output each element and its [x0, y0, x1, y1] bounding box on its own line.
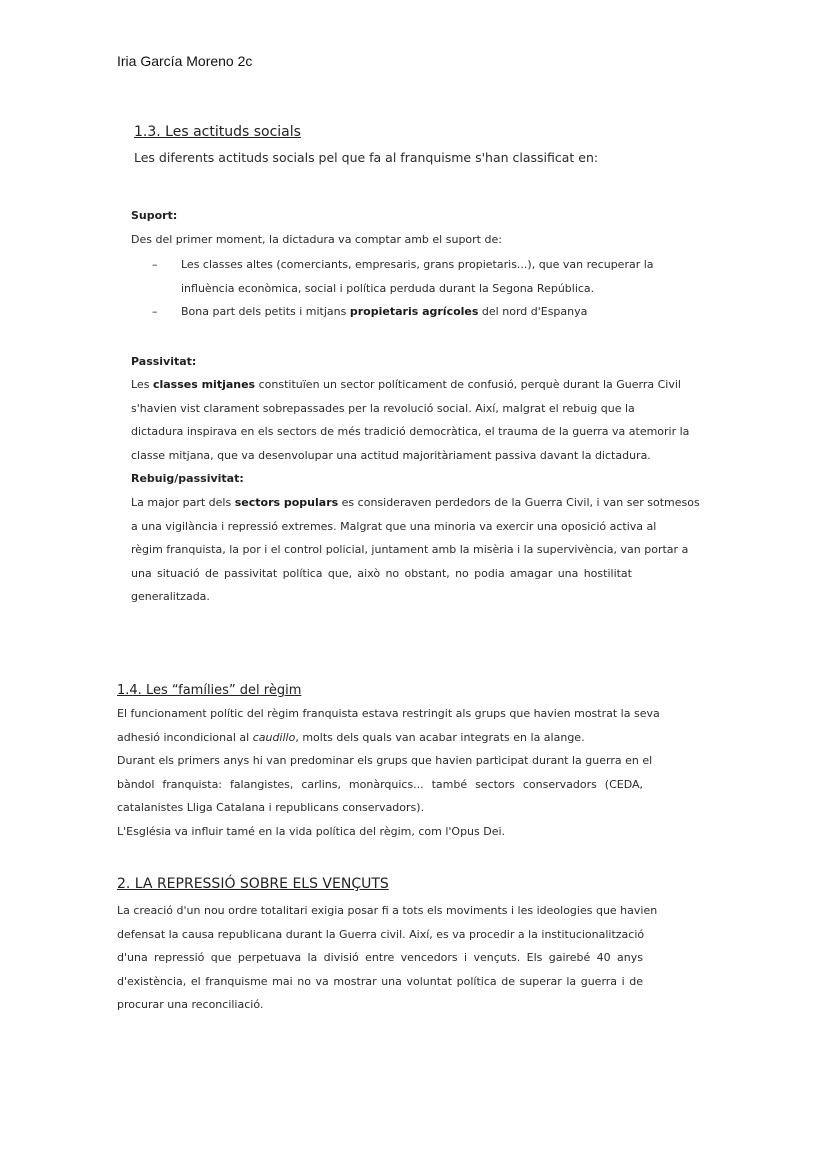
sec2-line-3: d'una repressió que perpetuava la divisió entre vencedors i vençuts. Els gairebé 40 anys	[117, 951, 643, 964]
section-1-3-intro: Les diferents actituds socials pel que fa al franquisme s'han classificat en:	[134, 150, 599, 165]
sec2-line-1: La creació d'un nou ordre totalitari exigia posar fi a tots els moviments i les ideologies que havien	[117, 904, 658, 917]
sec14-caudillo: caudillo	[252, 730, 296, 744]
sec14-line-2-post: , molts dels quals van acabar integrats en la alange.	[295, 730, 585, 744]
passivitat-pre: Les	[131, 378, 153, 391]
rebuig-heading: Rebuig/passivitat:	[131, 472, 244, 485]
sec14-line-4: bàndol franquista: falangistes, carlins, monàrquics... també sectors conservadors (CEDA,	[117, 777, 643, 791]
rebuig-bold: sectors populars	[234, 496, 339, 509]
suport-item-2-bold: propietaris agrícoles	[349, 305, 479, 318]
list-item	[152, 253, 654, 300]
suport-item-2-pre: Bona part dels petits i mitjans	[181, 305, 350, 318]
suport-item-1-line-2: influència econòmica, social i política perduda durant la Segona República.	[181, 281, 595, 295]
sec14-line-6: L'Església va influir tamé en la vida política del règim, com l'Opus Dei.	[117, 824, 506, 838]
passivitat-line-3: dictadura inspirava en els sectors de més tradició democràtica, el trauma de la guerra va atemorir la	[131, 425, 690, 438]
section-heading-1-4: 1.4. Les “famílies” del règim	[117, 683, 302, 698]
rebuig-line-4: una situació de passivitat política que, això no obstant, no podia amagar una hostilitat	[131, 566, 632, 580]
rebuig-line-3: règim franquista, la por i el control policial, juntament amb la misèria i la supervivència, van portar a	[131, 543, 689, 556]
sec14-line-2-pre: adhesió incondicional al	[117, 730, 253, 744]
suport-item-2-post: del nord d'Espanya	[478, 305, 588, 318]
sec2-line-4: d'existència, el franquisme mai no va mostrar una voluntat política de superar la guerra i de	[117, 974, 643, 988]
dash-bullet: –	[152, 305, 158, 318]
sec14-line-5: catalanistes Lliga Catalana i republicans conservadors).	[117, 801, 425, 814]
author-name: Iria García Moreno 2c	[117, 53, 253, 69]
list-item	[152, 300, 634, 324]
section-1-4-paragraph	[117, 702, 660, 843]
suport-list	[152, 253, 654, 324]
passivitat-paragraph	[131, 373, 690, 467]
sec14-line-2	[117, 726, 643, 750]
passivitat-line-1	[131, 373, 681, 397]
suport-item-1-line-1: Les classes altes (comerciants, empresaris, grans propietaris...), que van recuperar la	[181, 258, 654, 271]
rebuig-line-1	[131, 491, 700, 515]
section-heading-2: 2. LA REPRESSIÓ SOBRE ELS VENÇUTS	[117, 876, 389, 892]
passivitat-line-2: s'havien vist clarament sobrepassades per la revolució social. Així, malgrat el rebuig que la	[131, 401, 635, 415]
sec2-line-2: defensat la causa republicana durant la Guerra civil. Així, es va procedir a la institucionalització	[117, 927, 645, 941]
passivitat-bold: classes mitjanes	[152, 378, 256, 391]
rebuig-post: es consideraven perdedors de la Guerra Civil, i van ser sotmesos	[338, 496, 700, 509]
passivitat-post: constituïen un sector políticament de confusió, perquè durant la Guerra Civil	[255, 378, 681, 391]
rebuig-line-2: a una vigilància i repressió extremes. Malgrat que una minoria va exercir una oposició activa al	[131, 519, 657, 533]
sec14-line-3: Durant els primers anys hi van predominar els grups que havien participat durant la guerra en el	[117, 754, 653, 767]
sec14-line-1: El funcionament polític del règim franquista estava restringit als grups que havien mostrat la seva	[117, 707, 660, 720]
suport-lead	[131, 228, 641, 252]
sec2-line-5: procurar una reconciliació.	[117, 998, 264, 1011]
rebuig-paragraph	[131, 491, 700, 609]
suport-lead-text: Des del primer moment, la dictadura va comptar amb el suport de:	[131, 233, 502, 246]
section-heading-1-3: 1.3. Les actituds socials	[134, 124, 301, 140]
suport-heading: Suport:	[131, 209, 178, 222]
dash-bullet: –	[152, 258, 158, 271]
passivitat-heading: Passivitat:	[131, 355, 197, 368]
rebuig-line-5: generalitzada.	[131, 590, 210, 603]
passivitat-line-4: classe mitjana, que va desenvolupar una actitud majoritàriament passiva davant la dictadura.	[131, 448, 651, 462]
rebuig-pre: La major part dels	[131, 496, 235, 509]
section-2-paragraph	[117, 899, 658, 1017]
